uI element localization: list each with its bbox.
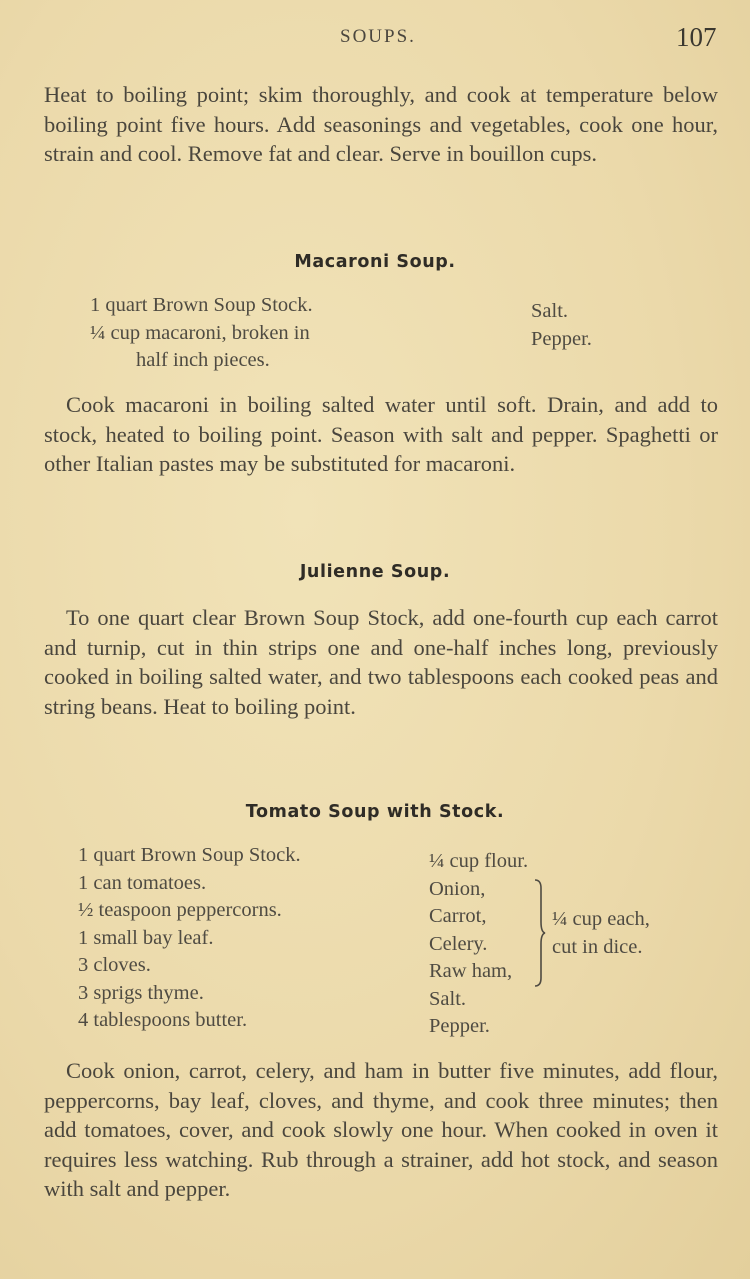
ingredient-item: 3 sprigs thyme. [78,981,204,1004]
method-julienne-soup: To one quart clear Brown Soup Stock, add one-fourth cup each carrot and turnip, cut in thin strips one and one-half inches long, previously cooked in boiling salted water, and two tablespoons each cooked peas and string beans. Heat to boiling point. [44,605,718,719]
recipe-title-macaroni-soup: Macaroni Soup. [294,252,456,272]
brace-icon [532,878,546,988]
ingredient-item: Pepper. [429,1015,490,1037]
ingredient-item: 1 can tomatoes. [78,871,207,894]
ingredient-item: Celery. [429,932,488,955]
page-number: 107 [676,22,717,52]
ingredient-item: Onion, [429,877,486,900]
recipe-title-julienne-soup: Julienne Soup. [299,562,451,582]
ingredient-item: 1 small bay leaf. [78,926,214,949]
ingredient-item: ¼ cup macaroni, broken in [90,321,310,344]
ingredients-right-tomato [429,848,528,1041]
method-macaroni-soup: Cook macaroni in boiling salted water until soft. Drain, and add to stock, heated to boiling point. Season with salt and pepper. Spaghetti or other Italian pastes may be substituted for macaroni. [44,392,718,476]
ingredients-left-tomato [78,842,301,1035]
ingredient-item: ¼ cup flour. [429,850,529,872]
brace-note [552,905,650,961]
ingredient-item: half inch pieces. [136,349,270,371]
ingredient-item: Salt. [429,987,467,1010]
ingredient-item: 1 quart Brown Soup Stock. [78,844,301,866]
ingredients-right-macaroni [531,298,592,353]
ingredient-item: Raw ham, [429,960,513,982]
ingredient-item: 3 cloves. [78,954,151,976]
method-tomato-soup: Cook onion, carrot, celery, and ham in butter five minutes, add flour, peppercorns, bay leaf, cloves, and thyme, and cook three minutes; then add tomatoes, cover, and cook slowly one hour. When cooked in oven it requires less watching. Rub through a strainer, add hot stock, and season with salt and pepper. [44,1058,718,1201]
running-title: SOUPS. [340,26,416,47]
ingredient-item: Salt. [531,300,569,322]
running-head [0,22,750,56]
ingredient-item: Carrot, [429,905,487,927]
recipe-title-tomato-soup: Tomato Soup with Stock. [245,802,505,822]
ingredient-item: ½ teaspoon peppercorns. [78,899,282,921]
brace-note-line: ¼ cup each, [552,908,650,930]
brace-note-line: cut in dice. [552,936,643,958]
ingredient-item: 4 tablespoons butter. [78,1009,248,1031]
ingredient-item: Pepper. [531,327,592,350]
ingredients-left-macaroni [90,292,313,375]
intro-paragraph: Heat to boiling point; skim thoroughly, and cook at temperature below boiling point five hours. Add seasonings and vegetables, cook one hour, strain and cool. Remove fat and clear. Serve in bouillon cups. [44,82,718,166]
ingredient-item: 1 quart Brown Soup Stock. [90,294,313,316]
